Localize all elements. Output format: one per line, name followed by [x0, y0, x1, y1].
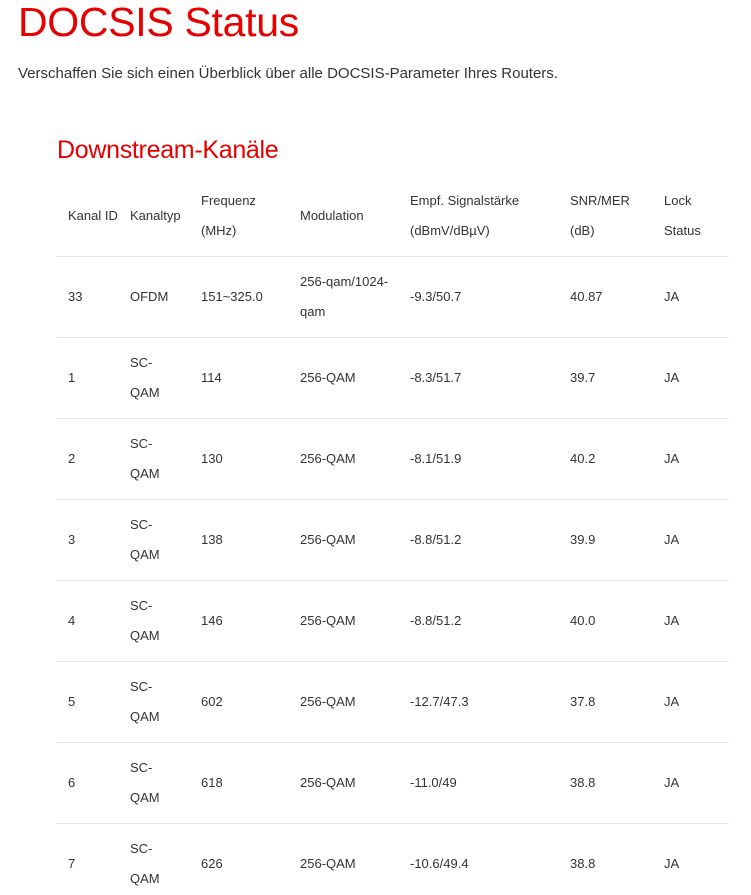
cell-lock-status: JA [664, 694, 680, 709]
cell-lock-status: JA [664, 289, 680, 304]
cell-channel-type: SC-QAM [130, 598, 160, 643]
cell-channel-type: SC-QAM [130, 679, 160, 724]
cell-power: -8.8/51.2 [410, 532, 462, 547]
cell-lock-status: JA [664, 451, 680, 466]
cell-channel-type: SC-QAM [130, 517, 160, 562]
cell-snr: 40.0 [570, 613, 596, 628]
cell-snr: 40.87 [570, 289, 603, 304]
cell-frequency: 151~325.0 [201, 289, 263, 304]
cell-channel-type: SC-QAM [130, 436, 160, 481]
cell-frequency: 618 [201, 775, 223, 790]
cell-snr: 37.8 [570, 694, 596, 709]
cell-lock-status: JA [664, 775, 680, 790]
table-row [57, 257, 729, 338]
cell-power: -8.3/51.7 [410, 370, 462, 385]
cell-power: -8.1/51.9 [410, 451, 462, 466]
table-row [57, 662, 729, 743]
cell-lock-status: JA [664, 613, 680, 628]
cell-modulation: 256-QAM [300, 613, 356, 628]
table-row [57, 500, 729, 581]
cell-modulation: 256-qam/1024-qam [300, 274, 389, 319]
cell-channel-id: 7 [68, 856, 76, 871]
cell-channel-id: 4 [68, 613, 76, 628]
cell-channel-id: 2 [68, 451, 76, 466]
table-row [57, 743, 729, 824]
table-row [57, 338, 729, 419]
cell-power: -10.6/49.4 [410, 856, 469, 871]
cell-modulation: 256-QAM [300, 694, 356, 709]
downstream-table [57, 176, 729, 895]
cell-channel-type: OFDM [130, 289, 169, 304]
cell-power: -11.0/49 [410, 775, 457, 790]
cell-channel-type: SC-QAM [130, 355, 160, 400]
cell-modulation: 256-QAM [300, 451, 356, 466]
cell-channel-type: SC-QAM [130, 760, 160, 805]
cell-frequency: 626 [201, 856, 223, 871]
cell-channel-id: 1 [68, 370, 76, 385]
downstream-section-title: Downstream-Kanäle [57, 136, 279, 164]
column-header-channel-type: Kanaltyp [130, 208, 181, 223]
page-intro: Verschaffen Sie sich einen Überblick über alle DOCSIS-Parameter Ihres Routers. [18, 65, 558, 82]
column-header-snr: SNR/MER (dB) [570, 193, 630, 238]
cell-frequency: 130 [201, 451, 223, 466]
column-header-channel-id: Kanal ID [68, 208, 118, 223]
cell-snr: 38.8 [570, 775, 596, 790]
cell-channel-type: SC-QAM [130, 841, 160, 886]
cell-lock-status: JA [664, 532, 680, 547]
cell-modulation: 256-QAM [300, 856, 356, 871]
table-row [57, 419, 729, 500]
column-header-power: Empf. Signalstärke (dBmV/dBµV) [410, 193, 520, 238]
cell-snr: 39.9 [570, 532, 596, 547]
cell-modulation: 256-QAM [300, 775, 356, 790]
cell-power: -9.3/50.7 [410, 289, 462, 304]
cell-channel-id: 3 [68, 532, 76, 547]
cell-channel-id: 33 [68, 289, 83, 304]
column-header-modulation: Modulation [300, 208, 364, 223]
cell-channel-id: 6 [68, 775, 76, 790]
cell-lock-status: JA [664, 370, 680, 385]
cell-lock-status: JA [664, 856, 680, 871]
cell-power: -12.7/47.3 [410, 694, 469, 709]
page-title: DOCSIS Status [18, 0, 299, 45]
table-header-row [57, 176, 729, 257]
cell-frequency: 602 [201, 694, 223, 709]
cell-snr: 39.7 [570, 370, 596, 385]
cell-frequency: 114 [201, 370, 222, 385]
cell-channel-id: 5 [68, 694, 76, 709]
cell-snr: 40.2 [570, 451, 596, 466]
cell-modulation: 256-QAM [300, 370, 356, 385]
column-header-lock-status: Lock Status [664, 193, 701, 238]
table-row [57, 824, 729, 895]
cell-snr: 38.8 [570, 856, 596, 871]
cell-modulation: 256-QAM [300, 532, 356, 547]
cell-power: -8.8/51.2 [410, 613, 462, 628]
cell-frequency: 138 [201, 532, 223, 547]
table-row [57, 581, 729, 662]
column-header-frequency: Frequenz (MHz) [201, 193, 256, 238]
cell-frequency: 146 [201, 613, 223, 628]
